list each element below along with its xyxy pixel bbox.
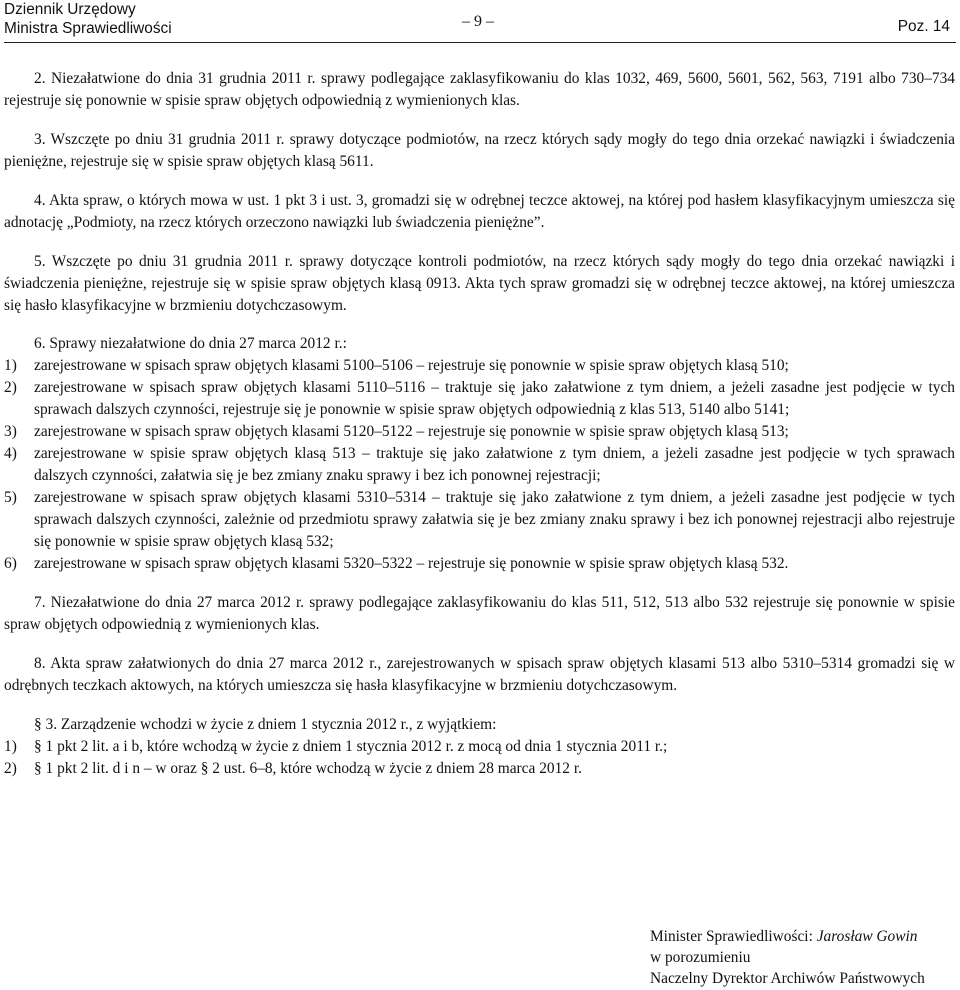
list-item: 5) zarejestrowane w spisach spraw objętych klasami 5310–5314 – traktuje się jako załatwione z tym dniem, a jeżeli zasadne jest podjęcie w tych sprawach dalszych czynności, zależnie od przedmiotu sprawy załatwia się je bez zmiany znaku sprawy i bez ich ponownej rejestracji albo rejestruje się ponownie w spisie spraw objętych klasą 532; [4, 489, 955, 550]
paragraph-3: 3. Wszczęte po dniu 31 grudnia 2011 r. sprawy dotyczące podmiotów, na rzecz których sądy mogły do tego dnia orzekać nawiązki i świadczenia pieniężne, rejestruje się w spisie spraw objętych klasą 5611. [4, 131, 955, 170]
list-item: 4) zarejestrowane w spisie spraw objętych klasą 513 – traktuje się jako załatwione z tym dniem, a jeżeli zasadne jest podjęcie w tych sprawach dalszych czynności, załatwia się je bez zmiany znaku sprawy i bez ich ponownej rejestracji; [4, 445, 955, 484]
agreement-text: w porozumieniu [650, 949, 751, 966]
position-number: Poz. 14 [897, 18, 950, 35]
list-item: 1) § 1 pkt 2 lit. a i b, które wchodzą w życie z dniem 1 stycznia 2012 r. z mocą od dnia 1 stycznia 2011 r.; [4, 738, 668, 755]
list-item: 6) zarejestrowane w spisach spraw objętych klasami 5320–5322 – rejestruje się ponownie w spisie spraw objętych klasą 532. [4, 555, 789, 572]
paragraph-5: 5. Wszczęte po dniu 31 grudnia 2011 r. sprawy dotyczące kontroli podmiotów, na rzecz których sądy mogły do tego dnia orzekać nawiązki i świadczenia pieniężne, rejestruje się w spisie spraw objętych klasą 0913. Akta tych spraw gromadzi się w odrębnej teczce aktowej, na której umieszcza się hasło klasyfikacyjne w brzmieniu dotychczasowym. [4, 253, 955, 314]
page-number: – 9 – [462, 13, 494, 30]
document-body [4, 68, 955, 780]
paragraph-4: 4. Akta spraw, o których mowa w ust. 1 pkt 3 i ust. 3, gromadzi się w odrębnej teczce aktowej, na której pod hasłem klasyfikacyjnym umieszcza się adnotację „Podmioty, na rzecz których orzeczono nawiązki lub świadczenia pieniężne”. [4, 192, 955, 231]
signature-block [650, 926, 925, 989]
list-item: 2) zarejestrowane w spisach spraw objętych klasami 5110–5116 – traktuje się jako załatwione z tym dniem, a jeżeli zasadne jest podjęcie w tych sprawach dalszych czynności, rejestruje się je ponownie w spisie spraw objętych odpowiednią z klas 513, 5140 albo 5141; [4, 379, 955, 418]
header-divider [4, 42, 956, 43]
journal-title: Dziennik Urzędowy [4, 1, 136, 18]
paragraph-8: 8. Akta spraw załatwionych do dnia 27 marca 2012 r., zarejestrowanych w spisach spraw objętych klasami 513 albo 5310–5314 gromadzi się w odrębnych teczkach aktowych, na których umieszcza się hasła klasyfikacyjne w brzmieniu dotychczasowym. [4, 655, 955, 694]
paragraph-6: 6. Sprawy niezałatwione do dnia 27 marca 2012 r.: [34, 335, 347, 352]
paragraph-7: 7. Niezałatwione do dnia 27 marca 2012 r. sprawy podlegające zaklasyfikowaniu do klas 511, 512, 513 albo 532 rejestruje się ponownie w spisie spraw objętych odpowiednią z wymienionych klas. [4, 594, 955, 633]
minister-signature: Minister Sprawiedliwości: Jarosław Gowin [650, 928, 918, 945]
section-3: § 3. Zarządzenie wchodzi w życie z dniem 1 stycznia 2012 r., z wyjątkiem: [34, 716, 497, 733]
page-header-journal [4, 0, 172, 38]
list-item: 3) zarejestrowane w spisach spraw objętych klasami 5120–5122 – rejestruje się ponownie w spisie spraw objętych klasą 513; [4, 423, 789, 440]
list-item: 1) zarejestrowane w spisach spraw objętych klasami 5100–5106 – rejestruje się ponownie w spisie spraw objętych klasą 510; [4, 357, 789, 374]
ministry-name: Ministra Sprawiedliwości [4, 20, 172, 37]
paragraph-2: 2. Niezałatwione do dnia 31 grudnia 2011 r. sprawy podlegające zaklasyfikowaniu do klas 1032, 469, 5600, 5601, 562, 563, 7191 albo 730–734 rejestruje się ponownie w spisie spraw objętych odpowiednią z wymienionych klas. [4, 70, 955, 109]
director-signature: Naczelny Dyrektor Archiwów Państwowych [650, 970, 925, 987]
list-item: 2) § 1 pkt 2 lit. d i n – w oraz § 2 ust. 6–8, które wchodzą w życie z dniem 28 marca 2012 r. [4, 760, 582, 777]
